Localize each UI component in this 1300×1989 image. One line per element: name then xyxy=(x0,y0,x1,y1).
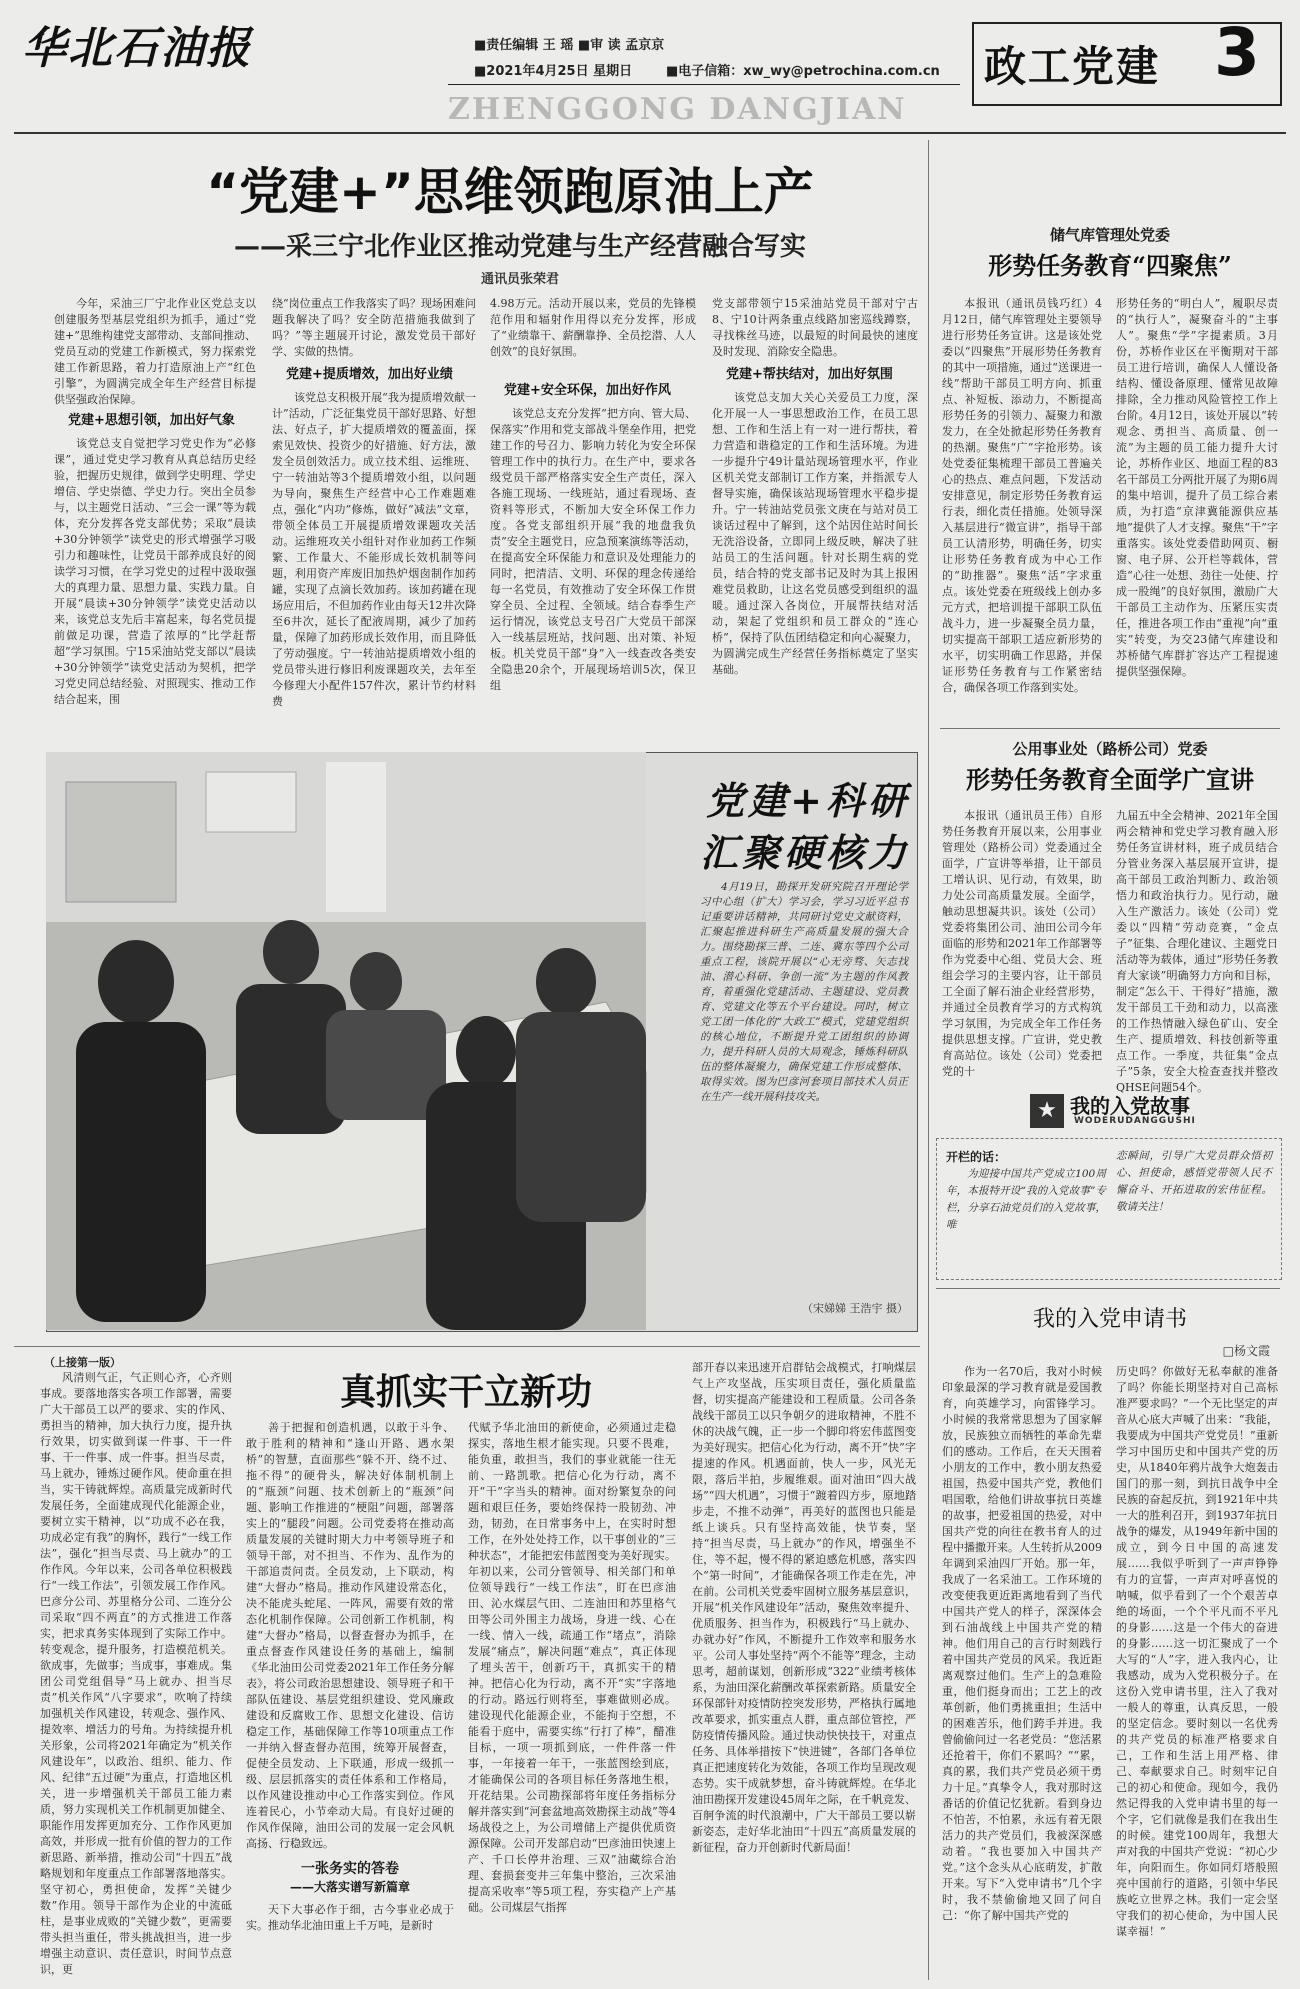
lead-col2-para1: 绕“岗位重点工作我落实了吗？现场困难问题我解决了吗？安全防范措施我做到了吗？”等主题展开讨论，激发党员干部好学、实做的热情。 xyxy=(272,297,476,358)
commentary-col4: 部开春以来迅速开启群钻会战模式，打响煤层气上产攻坚战，压实项目责任，强化质量监督，切实提高产能建设和工程质量。公司各条战线干部员工以只争朝夕的进取精神，不胜不休的决战气魄，正一步一个脚印将宏伟蓝图变为美好现实。把信心化为行动，离不开“快”字提速的作风。机遇面前，快人一步，风光无限，落后半拍，步履维艰。面对油田“四大战场”“四大机遇”，习惯于“踱着四方步，原地踏步走，不推不动弹”，再美好的蓝图也只能是纸上谈兵。只有坚持高效能，快节奏，坚持“担当尽责，马上就办”的作风，增强坐不住，等不起，慢不得的紧迫感危机感，落实四个“第一时间”，才能确保各项工作走在先，冲在前。公司机关党委牢固树立服务基层意识，开展“机关作风建设年”活动，聚焦效率提升、优质服务、担当作为，积极践行“马上就办、办就办好”作风，不断提升工作效率和服务水平。公司人事处坚持“两个不能等”理念，主动思考，超前谋划，创新形成“322”业绩考核体系，为油田深化薪酬改革探索新路。质量安全环保部针对疫情防控突发形势，严格执行属地改革要求，抓实重点人群，重点部位管控，严防疫情传播风险。通过快动快快技干，对重点任务、具体举措按下“快进键”，各部门各单位真正把速度转化为效能，各项工作均呈现改观态势。实干成就梦想，奋斗铸就辉煌。在华北油田勘探开发建设45周年之际，在千帆竞发、百舸争流的时代浪潮中，广大干部员工要以崭新姿态，走好华北油田“十四五”高质量发展的新征程，奋力开创新时代新局面！ xyxy=(692,1361,916,1854)
photo-feature-caption: 4月19日，勘探开发研究院召开理论学习中心组（扩大）学习会，学习习近平总书记重要讲话精神，共同研讨党史文献资料，汇聚起推进科研生产高质量发展的强大合力。围绕勘探三普、二连、冀东等四个公司重点工程，该院开展以“心无旁骛、矢志找油、潜心科研、争创一流”为主题的作风教育，着重强化党建活动、主题建设、党员教育、党建文化等五个平台建设。同时，树立党工团一体化的“大政工”模式，党建党组织的核心地位，不断提升党工团组织的协调力，提升科研人员的大局观念，锤炼科研队伍的整体凝聚力，确保党建工作形成整体、取得实效。图为巴彦河套项目部技术人员正在生产一线开展科技攻关。 xyxy=(700,881,908,1103)
photo-feature-title-line2: 汇聚硬核力 xyxy=(699,830,910,875)
story-column-pinyin: WODERUDANGGUSHI xyxy=(1074,1116,1196,1126)
commentary-sidebar-subtitle: ——大落实谱写新篇章 xyxy=(289,1880,410,1894)
utilities-headline: 形势任务教育全面学广宣讲 xyxy=(966,765,1254,794)
masthead-editor-line: ■责任编辑 王 瑶 ■审 读 孟京京 xyxy=(474,38,665,53)
lead-headline: “党建+”思维领跑原油上产 xyxy=(206,163,814,221)
story-headline: 我的入党申请书 xyxy=(1032,1307,1187,1332)
lead-col2-para2: 该党总支积极开展“我为提质增效献一计”活动，广泛征集党员干部好思路、好想法、好点子，扩大提质增效的覆盖面，探索见效快、投资少的好措施、好方法，激发全员创效活力。成立技术组、运维班、宁一转油站等3个提质增效小组，以问题为导向，聚焦生产经营中心工作难题难点，强化“内功”修炼，做好“减法”文章，带领全体员工开展提质增效课题攻关活动。运维班攻关小组针对作业加药工作频繁、工作量大、不能形成长效机制等问题，利用资产库废旧加热炉烟囱制作加药罐，实现了点滴长效加药。该加药罐在现场应用后，不但加药作业由每天12井次降至6井次，延长了配液周期，减少了加药量，保障了加药形成长效作用，而且降低了劳动强度。宁一转油站提质增效小组的党员带头进行修旧利废课题攻关，去年至今修理大小配件157件次，累计节约材料费 xyxy=(272,391,476,708)
storage-headline: 形势任务教育“四聚焦” xyxy=(988,251,1232,280)
story-left-rule xyxy=(928,1350,929,1980)
storage-col1: 本报讯（通讯员钱巧红）4月12日，储气库管理处主要领导进行形势任务宣讲。这是该处党委以“四聚焦”开展形势任务教育的其中一项措施，通过“送课进一线”帮助干部员工明方向、抓重点、补短板、添动力，不断提高形势任务的引领力、凝聚力和激发力，在全处掀起形势任务教育的热潮。聚焦“广”字抢形势。该处党委征集梳理干部员工普遍关心的热点、难点问题，下发活动安排意见，制定形势任务教育运行表，细化责任措施。处领导深入基层进行“微宣讲”，指导干部员工认清形势，明确任务，切实让形势任务教育成为中心工作的“助推器”。聚焦“活”字求重点。该处党委在班级线上创办多元方式，把培训提干部职工队伍战斗力，进一步凝聚全员力量，切实提高干部职工适应新形势的水平，切实明确工作思路，并保证形势任务教育与工作紧密结合，确保各项工作落到实处。 xyxy=(942,297,1102,694)
commentary-col3: 代赋予华北油田的新使命，必须通过走稳探实，落地生根才能实现。只要不畏难，能负重，敢担当，我们的事业就能一往无前、一路凯歌。把信心化为行动，离不开“干”字当头的精神。面对纷繁复杂的问题和艰巨任务，要始终保持一股韧劲、冲劲，韧劲，在日常事务中上，在实时时想工作，在外处处持工作，以干事创业的“三种状态”，才能把宏伟蓝图变为美好现实。年初以来，公司分管领导、相关部门和单位领导践行“一线工作法”，盯在巴彦油田、沁水煤层气田、二连油田和苏里格气田等公司外围主力战场，身进一线、心在一线、情入一线，疏通工作“堵点”，消除发展“痛点”，解决问题“难点”，真正体现了埋头苦干，创新巧干，真抓实干的精神。把信心化为行动，离不开“实”字落地的行动。路远行则将至，事难做则必成。建设现代化能源企业，不能拘于空想，不能看于庭中，需要实练“行打了棒”，醋准目标，一项一项抓到底，一件件落一件事，一年接着一年干，一张蓝图绘到底，才能确保公司的各项目标任务落地生根，开花结果。公司勘探部将年度任务指标分解并落实到“河套盆地高效勘探主动战”等4场战役之上，为公司增储上产提供优质资源保障。公司开发部启动“巴彦油田快速上产、千口长停井治理、三双”油藏综合治理、套损套变井三年集中整治，三次采油提高采收率”等5项工程，夯实稳产上产基础。公司煤层气指挥 xyxy=(468,1421,676,1914)
continued-label: （上接第一版） xyxy=(44,1356,121,1369)
story-byline: □杨文霞 xyxy=(1222,1344,1270,1358)
lead-col4-subhead: 党建+帮扶结对，加出好氛围 xyxy=(726,367,893,382)
lead-col3-subhead: 党建+安全环保，加出好作风 xyxy=(504,383,671,398)
commentary-col2: 善于把握和创造机遇，以敢于斗争、敢于胜利的精神和“逢山开路、遇水架桥”的智慧，直面那些“躲不开、绕不过、拖不得”的硬骨头，解决好体制机制上的“瓶颈”问题、技术创新上的“瓶颈”问题、影响工作推进的“梗阻”问题，部署落实上的“腿段”问题。公司党委将在推动高质量发展的关键时期大力中考领导班子和领导干部，对不担当、不作为、乱作为的干部追责问责。全员发动，上下联动，构建“大督办”格局。推动作风建设常态化，决不能虎头蛇尾、一阵风，需要有效的常态化机制作保障。公司创新工作机制，构建“大督办”格局，以督查督办为抓手，在重点督查作风建设任务的基础上，编制《华北油田公司党委2021年工作任务分解表》，将公司政治思想建设、领导班子和干部队伍建设、基层党组织建设、党风廉政建设和反腐败工作、思想文化建设、信访稳定工作，基础保障工作等10项重点工作一并纳入督查督办范围，统筹开展督查，促使全员发动、上下联通，形成一级抓一级、层层抓落实的责任体系和工作格局，以作风建设推动中心工作落实到位。作风连着民心，小节牵动大局。有良好过硬的作风作保障，油田公司的发展一定会风帆高扬、行稳致远。 xyxy=(246,1421,454,1850)
photo-feature-title-line1: 党建+科研 xyxy=(706,778,910,823)
commentary-col2-tail: 天下大事必作于细，古今事业必成于实。推动华北油田重上千万吨，是新时 xyxy=(246,1903,454,1932)
storage-bottom-rule xyxy=(940,728,1280,729)
masthead-date-line: ■2021年4月25日 星期日 xyxy=(474,64,633,79)
lead-col3-para1: 4.98万元。活动开展以来，党员的先锋模范作用和辐射作用得以充分发挥，形成了“业绩靠干、薪酬靠挣、全员挖潜、人人创效”的良好氛围。 xyxy=(490,297,696,358)
lead-col1-subhead: 党建+思想引领，加出好气象 xyxy=(68,413,235,428)
party-emblem-icon: ★ xyxy=(1030,1094,1064,1128)
utilities-col1: 本报讯（通讯员王伟）自形势任务教育开展以来，公用事业管理处（路桥公司）党委通过全面学，广宣讲等举措，让干部员工增认识、见行动，有效果，助力处公司高质量发展。全面学，触动思想凝共识。该处（公司）党委将集团公司、油田公司今年面临的形势和2021年工作部署等作为党委中心组、党员大会、班组会学习的主要内容，让干部员工全面了解石油企业经营形势，并通过全员教育学习的方式构筑学习氛围，为完成全年工作任务提供思想支撑。广宣讲，党史教育高站位。该处（公司）党委把党的十 xyxy=(942,809,1102,1078)
masthead-email-line: ■电子信箱：xw_wy@petrochina.com.cn xyxy=(666,64,940,79)
story-intro-col2: 恋瞬间，引导广大党员群众悟初心、担使命，感悟党带领人民不懈奋斗、开拓进取的宏伟征程。敬请关注！ xyxy=(1116,1150,1272,1213)
lead-col4-para1: 党支部带领宁15采油站党员干部对宁古8、宁10计两条重点线路加密巡线蹲察，寻找株丝马迹，以最短的时间最快的速度及时发现、消除安全隐患。 xyxy=(712,297,918,358)
lead-col2-subhead: 党建+提质增效，加出好业绩 xyxy=(286,367,453,382)
story-column-title: 我的入党故事 xyxy=(1070,1094,1190,1118)
lead-col3-para2: 该党总支充分发挥“把方向、管大局、保落实”作用和党支部战斗堡垒作用，把党建工作的号召力、影响力转化为安全环保管理工作中的执行力。在生产中，要求各级党员干部严格落实安全生产责任，深入各施工现场、一线班站，通过看现场、查资料等形式，不断加大安全环保工作力度。各党支部组织开展“我的地盘我负责”安全主题党日，应急预案演练等活动，在提高安全环保能力和意识及处理能力的同时，把清洁、文明、环保的理念传递给每一名党员，有效推动了安全环保工作贯穿全员、全过程、全领域。结合春季生产运行情况，该党总支号召广大党员干部深入一线基层班站，找问题、出对策、补短板。机关党员干部“身”入一线查改各类安全隐患20余个，开展现场培训5次，保卫组 xyxy=(490,407,696,692)
story-top-rule xyxy=(936,1288,1280,1289)
lead-byline: 通讯员张荣君 xyxy=(480,272,559,287)
commentary-col1: 风清则气正，气正则心齐，心齐则事成。要落地落实各项工作部署，需要广大干部员工以严的要求、实的作风、勇担当的精神，加大执行力度，提升执行效果，切实做到谋一件事、干一件事、干一件事、成一件事。担当尽责，马上就办，锤炼过硬作风。使命重在担当，实干铸就辉煌。高质量完成新时代发展任务，全面建成现代化能源企业，要树立实干精神，以“功成不必在我，功成必定有我”的胸怀，践行“一线工作法”，强化“担当尽责、马上就办”的工作作风。今年以来，公司各单位积极践行“一线工作法”，引领发展工作作风。巴彦分公司、苏里格分公司、二连分公司采取“四不两直”的方式推进工作落实，把求真务实体现到了实际工作中。转变观念，提升服务，打造模范机关。欲成事，先做事；当成事，事难成。集团公司党组倡导“马上就办、担当尽责”机关作风“八字要求”，吹响了持续加强机关作风建设，转观念、强作风、提效率、增活力的号角。为持续提升机关形象，公司将2021年确定为“机关作风建设年”，以政治、组织、能力、作风、纪律“五过硬”为重点，打造地区机关，进一步增强机关干部员工能力素质，努力实现机关工作机制更加健全、职能作用发挥更加充分、工作作风更加高效，并形成一批有价值的智力的工作新思路、新举措，推动公司“十四五”战略规划和年度重点工作部署落地落实。坚守初心，勇担使命，发挥“关键少数”作用。领导干部作为企业的中流砥柱，是事业成败的“关键少数”，更需要带头担当重任，带头挑战担当，进一步增强主动意识、责任意识，时间节点意识，更 xyxy=(40,1371,232,1976)
story-col2: 历史吗？你做好无私奉献的准备了吗？你能长期坚持对自己高标准严要求吗？”一个无比坚定的声音从心底大声喊了出来：“我能，我要成为中国共产党党员！”重新学习中国历史和中国共产党的历史，从1840年鸦片战争大炮轰击国门的那一刻，到抗日战争中全民族的奋起反抗，到1921年中共一大的胜利召开，到1937年抗日战争的爆发，从1949年新中国的成立，到今日中国的高速发展……我似乎听到了一声声铮铮有力的宣誓，一声声对呼喜悦的呐喊，似乎看到了一个个艰苦卓绝的场面，一个个平凡而不平凡的身影……这是一个伟大的奋进的身影……这一切汇聚成了一个大写的“人”字，进入我内心，让我感动，成为入党积极分子。在这份入党申请书里，注入了我对一般人的尊重，认真反思，一般的坚定信念。要时刻以一名优秀的共产党员的标准严格要求自己，工作和生活上用严格、律己、奉献要求自己。时刻牢记自己的初心和使命。现如今，我仍然记得我的入党申请书里的每一个字，它们就像是我们在我出生的时候。建党100周年，我想大声对我的中国共产党说：“初心少年，向阳而生。你如同灯塔般照亮中国前行的道路，引领中华民族屹立世界之林。我们一定会坚守我们的初心使命，为中国人民谋幸福！” xyxy=(1116,1365,1278,1938)
photo-feature-credit: （宋娣娣 王浩宇 摄） xyxy=(802,1302,908,1315)
lead-subtitle: ——采三宁北作业区推动党建与生产经营融合写实 xyxy=(233,232,806,262)
page-number: 3 xyxy=(1214,14,1260,91)
news-photo xyxy=(46,752,646,1330)
utilities-col2: 九届五中全会精神、2021年全国两会精神和党史学习教育融入形势任务宣讲材料，班子成员结合分管业务深入基层展开宣讲，提高干部员工政治判断力、政治领悟力和政治执行力。见行动，融入生产激活力。该处（公司）党委以“四精”劳动竞赛，“金点子”征集、合理化建议、主题党日活动等为载体，通过“形势任务教育大家谈”明确努力方向和目标，制定“怎么干、干得好”措施，激发干部员工干劲和动力，以高涨的工作热情融入绿色矿山、安全生产、提质增效、科技创新等重点工作。一季度，共征集“金点子”5条，安全大检查查找并整改QHSE问题54个。 xyxy=(1116,809,1278,1094)
lead-col1-para1: 今年，采油三厂宁北作业区党总支以创建服务型基层党组织为抓手，通过“党建+”思维构建党支部带动、支部间推动、党员互动的党建工作新模式，努力探索党建工作新思路，着力打造原油上产“红色引擎”，为圆满完成全年生产经营目标提供坚强政治保障。 xyxy=(54,297,256,406)
lead-col4-para2: 该党总支加大关心关爱员工力度，深化开展一人一事思想政治工作，在员工思想、工作和生活上有一对一进行帮扶，着力营造和谐稳定的工作和生活环境。为进一步提升宁49计量站现场管理水平，作业区机关党支部制订工作方案，并指派专人督导实施，确保该站现场管理水平稳步提升。宁一转油站党员张文庚在与站对员工谈话过程中了解到，这个站因住站时间长无洗浴设备，立即同上级反映，解决了驻站员工的生活问题。针对长期生病的党员，结合特的党支部书记及时为其上报困难党员救助，让这名党员感受到组织的温暖。通过深入各岗位，开展帮扶结对活动，架起了党组织和员工群众的“连心桥”，保持了队伍团结稳定和向心凝聚力，为圆满完成生产经营任务指标奠定了坚实基础。 xyxy=(712,391,918,676)
commentary-headline: 真抓实干立新功 xyxy=(339,1372,592,1413)
utilities-kicker: 公用事业处（路桥公司）党委 xyxy=(1012,740,1208,758)
masthead-pinyin: ZHENGGONG DANGJIAN xyxy=(448,92,907,127)
right-column-rule xyxy=(928,140,929,1350)
storage-col2: 形势任务的“明白人”，履职尽责的“执行人”，凝聚奋斗的“主事人”。聚焦“学”字提素质。3月份，苏桥作业区在平衡期对干部员工进行培训，确保人人懂设备结构、懂设备原理、懂常见故障排除，全力推动风险管控工作上台阶。4月12日，该处开展以“转观念、勇担当、高质量、创一流”为主题的员工能力提升大讨论，苏桥作业区、地面工程的83名干部员工分两批开展了为期6周的集中培训，提升了员工综合素质，为打造“京津冀能源供应基地”提供了人才支撑。聚焦“干”字重落实。该处党委借助网页、橱窗、电子屏、公开栏等载体，营造“心往一处想、劲往一处使、拧成一股绳”的良好氛围，激励广大干部员工主动作为、压紧压实责任，推进各项工作由“重视”向“重实”转变，为交23储气库建设和苏桥储气库群扩容达产工程提速提供坚强保障。 xyxy=(1116,297,1278,678)
bottom-section-rule xyxy=(14,1346,920,1347)
lead-col1-para2: 该党总支自觉把学习党史作为“必修课”，通过党史学习教育从真总结历史经验，把握历史规律，做到学史明理、学史增信、学史崇德、学史力行。突出全员参与，以主题党日活动、“三会一课”等为载体，充分发挥各党支部优势；采取“晨读+30分钟领学”读党史的形式增强学习吸引力和趣味性，让党员干部养成良好的阅读学习习惯，在学习党史的过程中汲取强大的真理力量、思想力量、实践力量。自开展“晨读+30分钟领学”读党史活动以来，该党总支先后丰富起来，每名党员提前做足功课，营造了浓厚的“比学赶帮超”学习氛围。宁15采油站党支部以“晨读+30分钟领学”读党史活动为契机，把学习党史同总结经验、对照现实、推动工作结合起来，围 xyxy=(54,437,256,706)
storage-kicker: 储气库管理处党委 xyxy=(1049,226,1170,244)
story-intro-label: 开栏的话： xyxy=(946,1150,1007,1164)
section-title: 政工党建 xyxy=(984,42,1161,91)
masthead-bottom-rule xyxy=(14,132,1286,134)
masthead-rule xyxy=(448,84,960,85)
masthead-logo: 华北石油报 xyxy=(22,23,252,74)
commentary-sidebar-title: 一张务实的答卷 xyxy=(301,1861,399,1877)
story-intro-col1: 为迎接中国共产党成立100周年，本报特开设“我的入党故事”专栏，分享石油党员们的入党故事，唯 xyxy=(946,1168,1106,1231)
story-col1: 作为一名70后，我对小时候印象最深的学习教育就是爱国教育，向英雄学习，向雷锋学习。小时候的我常常思想为了国家解放，民族独立而牺牲的革命先辈们的感动。工作后，在天天围着小朋友的工作中，教小朋友热爱祖国，热爱中国共产党，教他们唱国歌，给他们讲故事抗日英雄的故事，把爱祖国的热爱，对中国共产党的向往在教书育人的过程中播撒开来。人生转折从2009年调到采油四厂开始。那一年，我成了一名采油工。工作环境的改变使我更近距离地看到了当代中国共产党人的样子，深深体会到石油战线上中国共产党的精神。他们用自己的言行时刻践行着中国共产党员的风采。我近距离观察过他们。生产上的急难险重，他们挺身而出；工艺上的改革创新，他们勇挑重担；生活中的困难苦乐，他们跨手并进。我曾偷偷问过一名老党员：“您活累还抢着干，你们不累吗？”“累，真的累，我们共产党员必须干勇力十足。”真挚令人，我对那时这番话的价值记忆犹新。看到身边不怕苦，不怕累，永远有着无限活力的共产党员们，我被深深感动着。“我也要加入中国共产党。”这个念头从心底萌发，扩散开来。写下“入党申请书”几个字时，我不禁偷偷地又回了问自己：“你了解中国共产党的 xyxy=(942,1365,1102,1922)
